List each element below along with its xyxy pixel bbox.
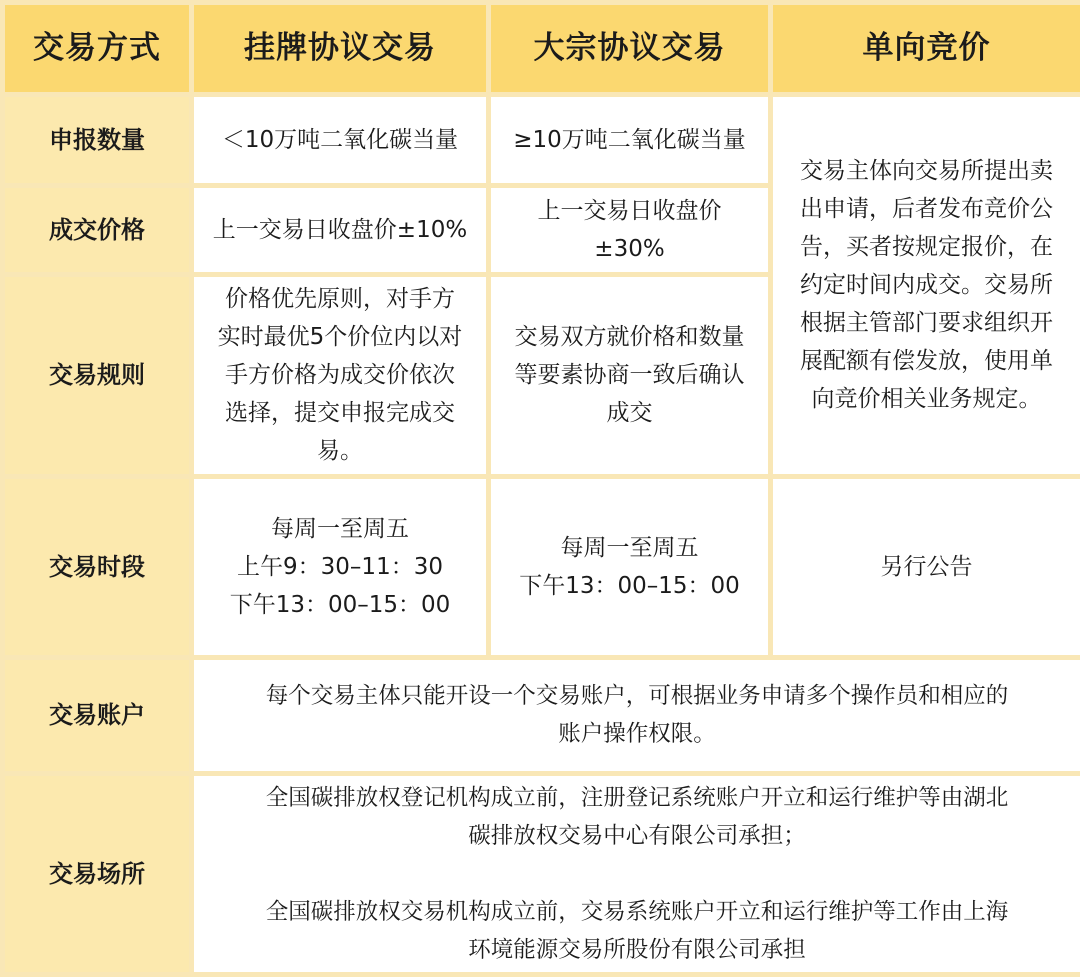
cell-hours-listed: 每周一至周五 上午9：30–11：30 下午13：00–15：00 bbox=[194, 479, 486, 655]
cell-hours-block: 每周一至周五 下午13：00–15：00 bbox=[491, 479, 768, 655]
cell-price-block: 上一交易日收盘价 ±30% bbox=[491, 188, 768, 272]
label-venue: 交易场所 bbox=[5, 776, 189, 972]
label-price: 成交价格 bbox=[5, 188, 189, 272]
row-quantity bbox=[5, 97, 1080, 184]
row-venue bbox=[5, 776, 1080, 972]
cell-rules-block: 交易双方就价格和数量 等要素协商一致后确认 成交 bbox=[491, 277, 768, 474]
cell-account-text: 每个交易主体只能开设一个交易账户，可根据业务申请多个操作员和相应的 账户操作权限。 bbox=[194, 660, 1080, 771]
cell-venue-text: 全国碳排放权登记机构成立前，注册登记系统账户开立和运行维护等由湖北 碳排放权交易中心有限公司承担； 全国碳排放权交易机构成立前，交易系统账户开立和运行维护等工作由上海 环境能源交易所股份有限公司承担 bbox=[194, 776, 1080, 972]
cell-auction-description: 交易主体向交易所提出卖 出申请，后者发布竞价公 告，买者按规定报价，在 约定时间内成交。交易所 根据主管部门要求组织开 展配额有偿发放，使用单 向竞价相关业务规定。 bbox=[773, 97, 1080, 474]
row-account bbox=[5, 660, 1080, 771]
cell-hours-auction: 另行公告 bbox=[773, 479, 1080, 655]
cell-quantity-block: ≥10万吨二氧化碳当量 bbox=[491, 97, 768, 184]
label-rules: 交易规则 bbox=[5, 277, 189, 474]
label-quantity: 申报数量 bbox=[5, 97, 189, 184]
cell-rules-listed: 价格优先原则，对手方 实时最优5个价位内以对 手方价格为成交价依次 选择，提交申报完成交 易。 bbox=[194, 277, 486, 474]
cell-quantity-listed: ＜10万吨二氧化碳当量 bbox=[194, 97, 486, 184]
header-trading-method: 交易方式 bbox=[5, 5, 189, 92]
header-block-agreement: 大宗协议交易 bbox=[491, 5, 768, 92]
cell-price-listed: 上一交易日收盘价±10% bbox=[194, 188, 486, 272]
header-one-way-auction: 单向竞价 bbox=[773, 5, 1080, 92]
header-listed-agreement: 挂牌协议交易 bbox=[194, 5, 486, 92]
header-row bbox=[5, 5, 1080, 92]
label-hours: 交易时段 bbox=[5, 479, 189, 655]
row-hours bbox=[5, 479, 1080, 655]
label-account: 交易账户 bbox=[5, 660, 189, 771]
